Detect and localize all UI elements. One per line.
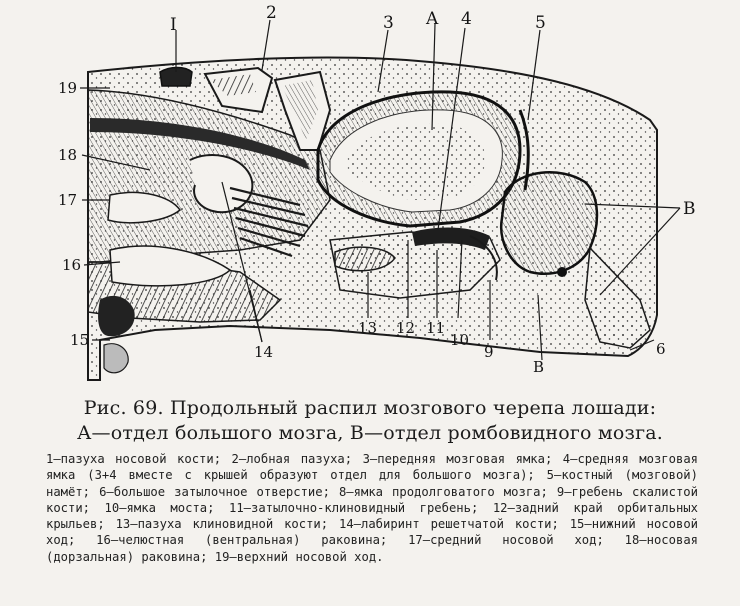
- label-9: 9: [484, 343, 494, 361]
- caption-subtitle: А—отдел большого мозга, В—отдел ромбовидного мозга.: [76, 422, 664, 444]
- label-1: I: [170, 15, 177, 35]
- label-5: 5: [535, 13, 546, 33]
- label-14: 14: [254, 343, 274, 361]
- label-19: 19: [58, 79, 78, 97]
- label-3: 3: [383, 13, 394, 33]
- label-18: 18: [58, 146, 78, 164]
- label-4: 4: [461, 9, 472, 29]
- hindbrain-fossa: [501, 172, 597, 273]
- internal-acoustic-hole: [557, 267, 567, 277]
- label-6: 6: [656, 340, 666, 358]
- figure-caption: [40, 397, 700, 445]
- label-13: 13: [358, 319, 378, 337]
- label-11: 11: [426, 319, 446, 337]
- label-2: 2: [266, 3, 277, 23]
- label-b-upper: B: [683, 199, 696, 219]
- label-12: 12: [396, 319, 416, 337]
- caption-title: Рис. 69. Продольный распил мозгового черепа лошади:: [83, 397, 657, 419]
- label-b-lower: B: [533, 358, 545, 376]
- label-a: A: [426, 9, 439, 29]
- label-16: 16: [62, 256, 82, 274]
- label-17: 17: [58, 191, 78, 209]
- figure-legend: 1—пазуха носовой кости; 2—лобная пазуха; 3—передняя мозговая ямка; 4—средняя мозговая ямка (3+4 вместе с крышей образуют отдел для большого мозга); 5—костный (мозговой) намёт; 6—большое затылочное отверстие; 8—ямка продолговатого мозга; 9—гребень скалистой кости; 10—ямка моста; 11—затылочно-клиновидный гребень; 12—задний край орбитальных крыльев; 13—пазуха клиновидной кости; 14—лабиринт решетчатой кости; 15—нижний носовой ход; 16—челюстная (вентральная) раковина; 17—средний носовой ход; 18—носовая (дорзальная) раковина; 19—верхний носовой ход.: [46, 452, 698, 564]
- label-10: 10: [450, 331, 470, 349]
- label-15: 15: [70, 331, 90, 349]
